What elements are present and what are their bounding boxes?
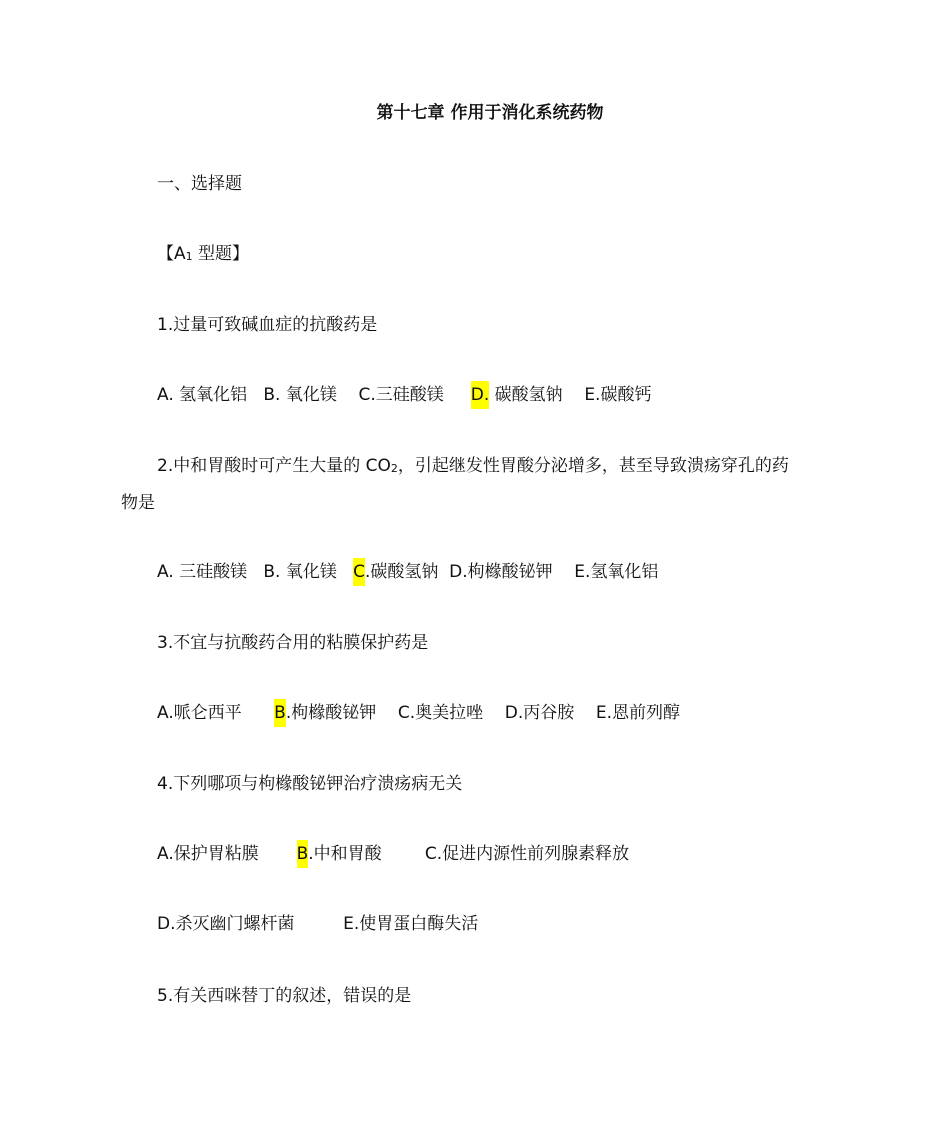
question-2-stem-line1: 2.中和胃酸时可产生大量的 $CO_2$，引起继发性胃酸分泌增多，甚至导致溃疡穿孔的药 (157, 456, 789, 476)
q3-option-b: B.枸橼酸铋钾 (274, 702, 376, 724)
q4-option-e: E.使胃蛋白酶失活 (343, 914, 479, 934)
q1-option-e: E.碳酸钙 (584, 385, 652, 405)
answer-highlight: C (353, 558, 365, 586)
section-heading: 一、选择题 (157, 174, 242, 194)
q4-option-a: A.保护胃粘膜 (157, 844, 259, 864)
question-type-heading (157, 243, 249, 268)
q3-option-d: D.丙谷胺 (504, 703, 575, 723)
q2-option-b: B. 氧化镁 (263, 562, 337, 582)
question-2-stem-line2: 物是 (121, 493, 155, 513)
answer-highlight: B (274, 699, 286, 727)
q3-option-e: E.恩前列醇 (595, 703, 681, 723)
question-3-stem: 3.不宜与抗酸药合用的粘膜保护药是 (157, 633, 429, 653)
answer-highlight: D. (471, 381, 490, 409)
q1-option-c: C.三硅酸镁 (358, 385, 444, 405)
answer-highlight: B (297, 840, 309, 868)
q2-option-e: E.氢氧化铝 (574, 562, 659, 582)
q1-option-d: D. 碳酸氢钠 (471, 384, 563, 406)
question-4-options-line2 (157, 913, 478, 935)
question-1-options (157, 384, 651, 406)
q2-option-d: D.枸橼酸铋钾 (449, 562, 553, 582)
question-1-stem: 1.过量可致碱血症的抗酸药是 (157, 315, 378, 335)
question-type-prefix: 【A (157, 244, 186, 264)
question-3-options (157, 702, 680, 724)
question-4-stem: 4.下列哪项与枸橼酸铋钾治疗溃疡病无关 (157, 774, 463, 794)
q2-option-a: A. 三硅酸镁 (157, 562, 248, 582)
q1-option-a: A. 氢氧化铝 (157, 385, 248, 405)
q3-option-a: A.哌仑西平 (157, 703, 242, 723)
q1-option-b: B. 氧化镁 (263, 385, 337, 405)
question-type-suffix: 型题】 (192, 244, 250, 264)
q2-option-c: C.碳酸氢钠 (353, 561, 438, 583)
question-2-options (157, 561, 658, 583)
q4-option-c: C.促进内源性前列腺素释放 (424, 844, 630, 864)
q3-option-c: C.奥美拉唑 (397, 703, 484, 723)
question-type-subscript: 1 (185, 250, 193, 263)
q4-option-d: D.杀灭幽门螺杆菌 (157, 914, 295, 934)
question-5-stem: 5.有关西咪替丁的叙述，错误的是 (157, 986, 412, 1006)
chapter-title: 第十七章 作用于消化系统药物 (376, 103, 604, 123)
question-4-options-line1 (157, 843, 629, 865)
q4-option-b: B.中和胃酸 (297, 843, 382, 865)
